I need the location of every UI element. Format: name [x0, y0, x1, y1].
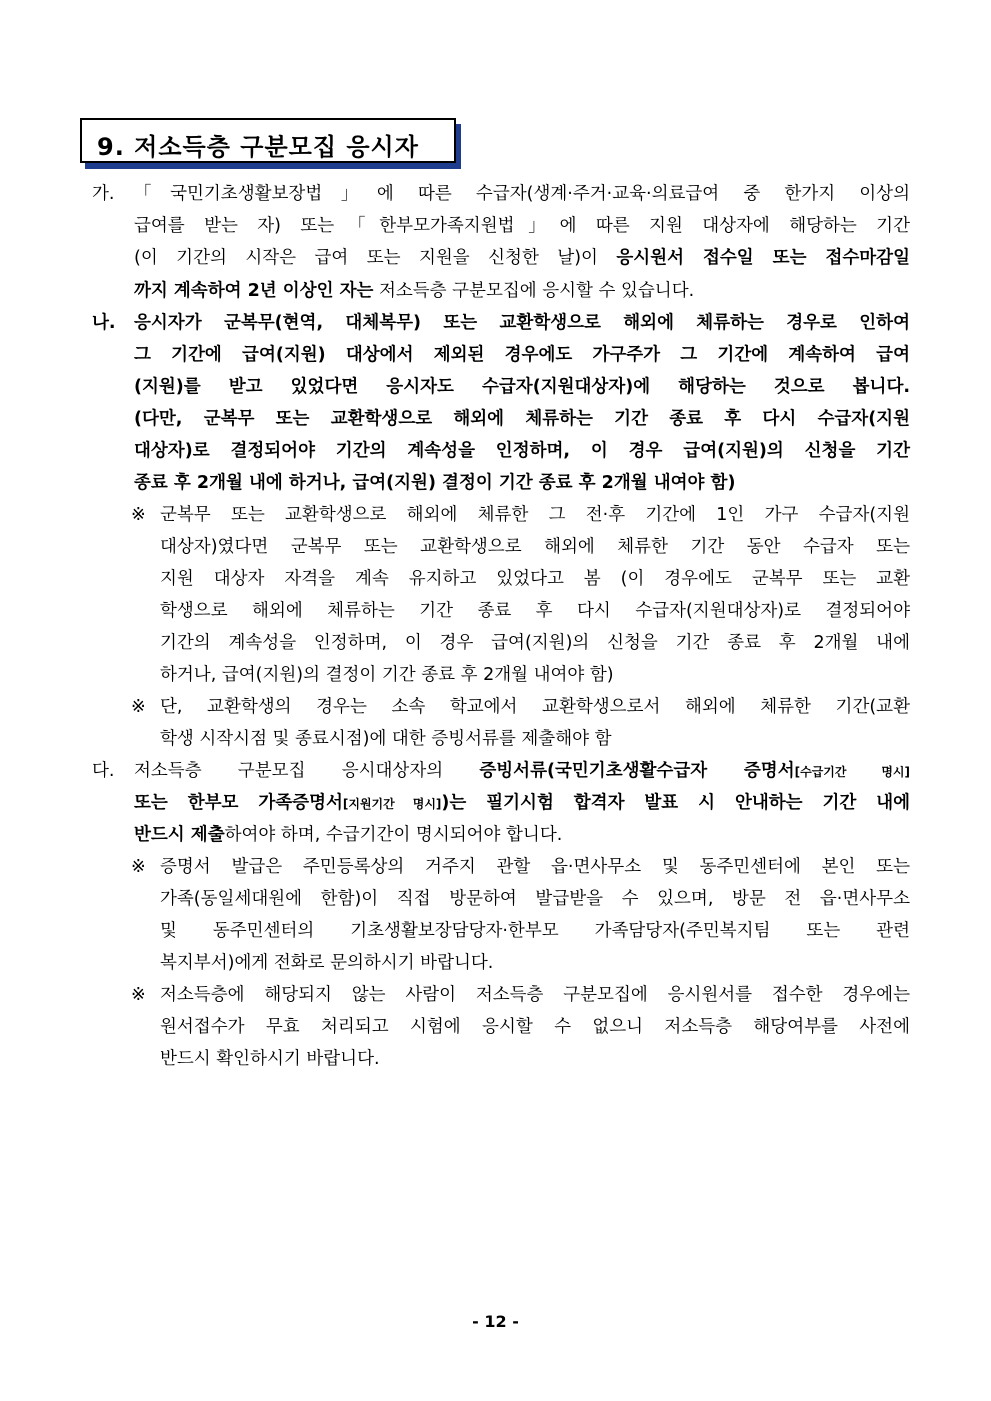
note-da2-line-2: 원서접수가 무효 처리되고 시험에 응시할 수 없으니 저소득층 해당여부를 사전에	[160, 1017, 910, 1037]
item-da-line-2: 또는 한부모 가족증명서[지원기간 명시])는 필기시험 합격자 발표 시 안내하는 기간 내에	[134, 793, 911, 813]
note-na1-line-1: 군복무 또는 교환학생으로 해외에 체류한 그 전·후 기간에 1인 가구 수급자(지원	[160, 505, 910, 525]
section-title: 9. 저소득층 구분모집 응시자	[97, 133, 419, 161]
page-number: - 12 -	[472, 1312, 519, 1331]
note-mark-icon: ※	[131, 697, 146, 717]
item-na-line-4: (다만, 군복무 또는 교환학생으로 해외에 체류하는 기간 종료 후 다시 수급자(지원	[134, 409, 910, 429]
item-na-line-3: (지원)를 받고 있었다면 응시자도 수급자(지원대상자)에 해당하는 것으로 봅니다.	[134, 377, 910, 397]
item-na-line-6: 종료 후 2개월 내에 하거나, 급여(지원) 결정이 기간 종료 후 2개월 내여야 함)	[134, 473, 736, 493]
note-da2-line-1: 저소득층에 해당되지 않는 사람이 저소득층 구분모집에 응시원서를 접수한 경우에는	[160, 985, 910, 1005]
item-na-line-2: 그 기간에 급여(지원) 대상에서 제외된 경우에도 가구주가 그 기간에 계속하여 급여	[134, 345, 910, 365]
note-mark-icon: ※	[131, 505, 146, 525]
note-da1-line-1: 증명서 발급은 주민등록상의 거주지 관할 읍·면사무소 및 동주민센터에 본인 또는	[160, 857, 910, 877]
note-da2-line-3: 반드시 확인하시기 바랍니다.	[160, 1049, 380, 1069]
note-mark-icon: ※	[131, 857, 146, 877]
item-da-line-1: 저소득층 구분모집 응시대상자의 증빙서류(국민기초생활수급자 증명서[수급기간 명시]	[134, 761, 910, 781]
item-na-line-5: 대상자)로 결정되어야 기간의 계속성을 인정하며, 이 경우 급여(지원)의 신청을 기간	[134, 441, 910, 461]
item-na-line-1: 응시자가 군복무(현역, 대체복무) 또는 교환학생으로 해외에 체류하는 경우로 인하여	[134, 313, 910, 333]
item-ga-line-3: (이 기간의 시작은 급여 또는 지원을 신청한 날)이 응시원서 접수일 또는 접수마감일	[134, 248, 910, 268]
note-da1-line-3: 및 동주민센터의 기초생활보장담당자·한부모 가족담당자(주민복지팀 또는 관련	[160, 921, 910, 941]
note-na1-line-2: 대상자)였다면 군복무 또는 교환학생으로 해외에 체류한 기간 동안 수급자 또는	[160, 537, 910, 557]
note-da1-line-2: 가족(동일세대원에 한함)이 직접 방문하여 발급받을 수 있으며, 방문 전 읍·면사무소	[160, 889, 910, 909]
note-na1-line-5: 기간의 계속성을 인정하며, 이 경우 급여(지원)의 신청을 기간 종료 후 2개월 내에	[160, 633, 910, 653]
note-na2-line-1: 단, 교환학생의 경우는 소속 학교에서 교환학생으로서 해외에 체류한 기간(교환	[160, 697, 910, 717]
note-da1-line-4: 복지부서)에게 전화로 문의하시기 바랍니다.	[160, 953, 494, 973]
note-na2-line-2: 학생 시작시점 및 종료시점)에 대한 증빙서류를 제출해야 함	[160, 729, 612, 749]
item-ga-marker: 가.	[92, 184, 115, 204]
note-mark-icon: ※	[131, 985, 146, 1005]
item-da-line-3: 반드시 제출하여야 하며, 수급기간이 명시되어야 합니다.	[134, 825, 563, 845]
note-na1-line-3: 지원 대상자 자격을 계속 유지하고 있었다고 봄 (이 경우에도 군복무 또는 교환	[160, 569, 910, 589]
item-ga-line-4: 까지 계속하여 2년 이상인 자는 저소득층 구분모집에 응시할 수 있습니다.	[134, 281, 695, 301]
item-na-marker: 나.	[92, 313, 116, 333]
title-box-frame	[80, 118, 456, 163]
item-da-marker: 다.	[92, 761, 115, 781]
note-na1-line-6: 하거나, 급여(지원)의 결정이 기간 종료 후 2개월 내여야 함)	[160, 665, 614, 685]
section-title-box	[80, 118, 458, 165]
note-na1-line-4: 학생으로 해외에 체류하는 기간 종료 후 다시 수급자(지원대상자)로 결정되어야	[160, 601, 910, 621]
item-ga-line-1: 「국민기초생활보장법」에 따른 수급자(생계·주거·교육·의료급여 중 한가지 이상의	[134, 184, 910, 204]
item-ga-line-2: 급여를 받는 자) 또는「한부모가족지원법」에 따른 지원 대상자에 해당하는 기간	[134, 216, 910, 236]
